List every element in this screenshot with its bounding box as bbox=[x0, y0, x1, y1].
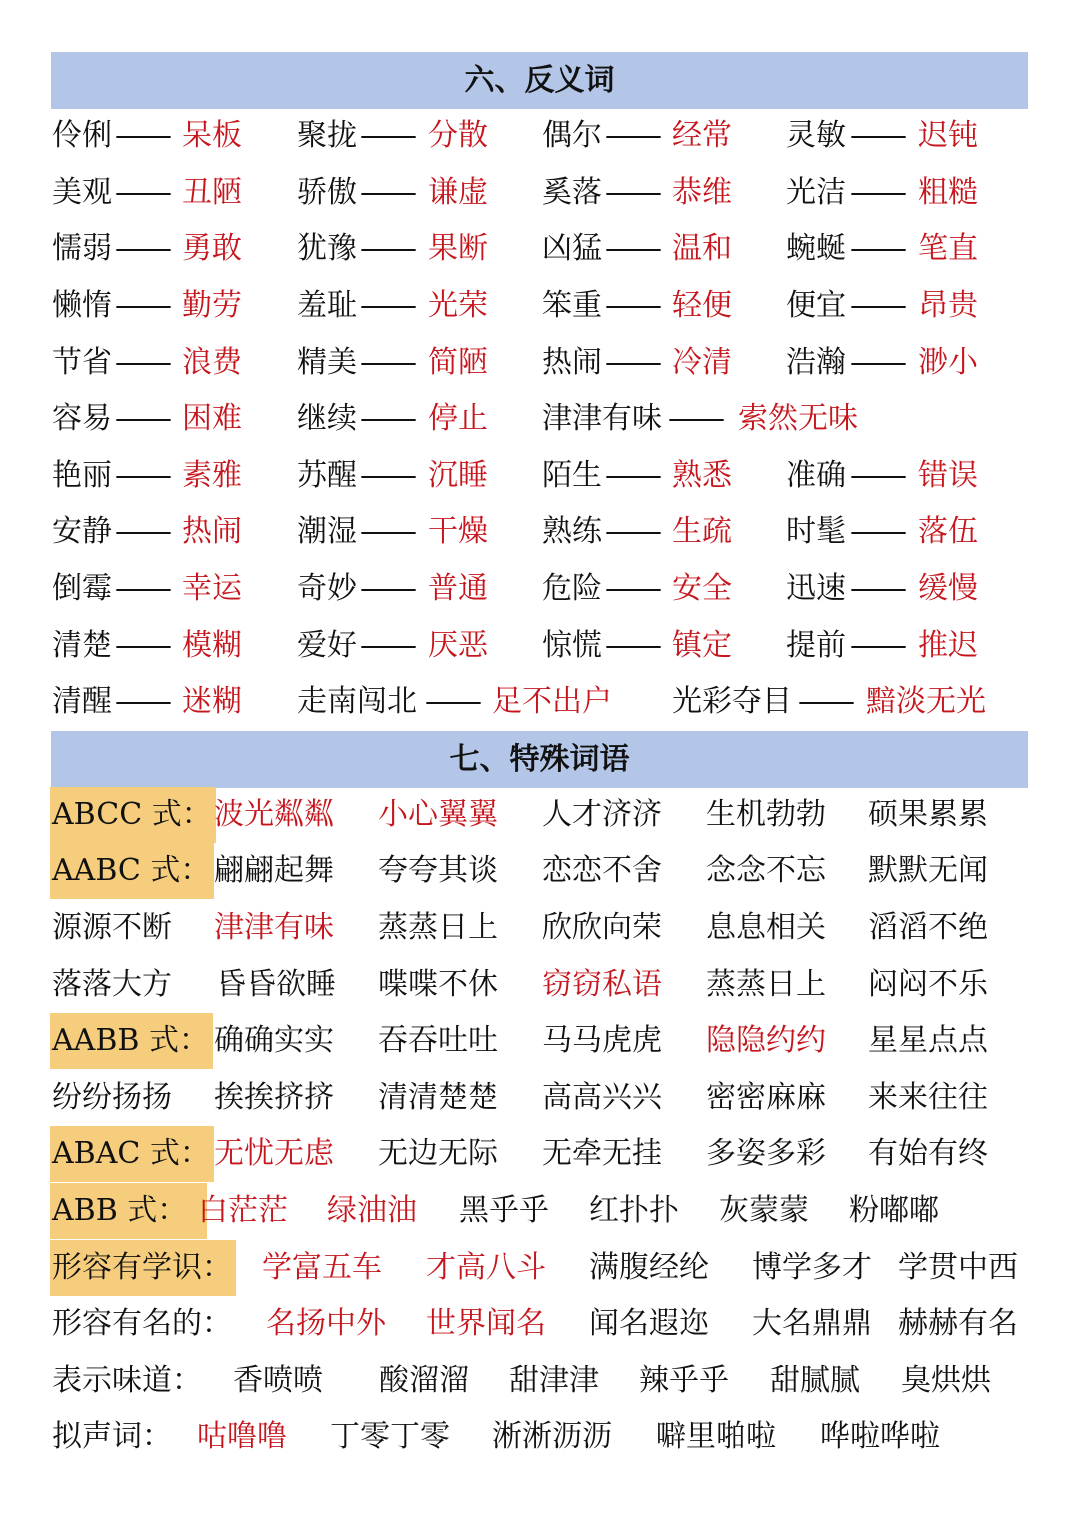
word: 辣乎乎 bbox=[639, 1363, 729, 1398]
dash: —— bbox=[360, 288, 414, 323]
antonym: 迟钝 bbox=[918, 118, 978, 153]
antonym: 足不出户 bbox=[492, 684, 612, 719]
pattern-label: ABCC 式： bbox=[50, 787, 216, 843]
word: 红扑扑 bbox=[589, 1193, 679, 1228]
antonym: 落伍 bbox=[918, 514, 978, 549]
antonym: 模糊 bbox=[182, 628, 242, 663]
dash: —— bbox=[360, 231, 414, 266]
special-row-taste bbox=[0, 1353, 1080, 1409]
dash: —— bbox=[115, 458, 169, 493]
pattern-label: 形容有学识： bbox=[50, 1240, 236, 1296]
word: 大名鼎鼎 bbox=[752, 1306, 872, 1341]
word: 黑乎乎 bbox=[459, 1193, 549, 1228]
antonym: 缓慢 bbox=[918, 571, 978, 606]
word: 容易 bbox=[52, 401, 112, 436]
antonym: 黯淡无光 bbox=[866, 684, 986, 719]
antonym: 幸运 bbox=[182, 571, 242, 606]
dash: —— bbox=[115, 514, 169, 549]
section-header-antonyms bbox=[51, 52, 1028, 109]
dash: —— bbox=[425, 684, 479, 719]
word: 潮湿 bbox=[297, 514, 357, 549]
word: 精美 bbox=[297, 345, 357, 380]
dash: —— bbox=[115, 628, 169, 663]
antonym: 错误 bbox=[918, 458, 978, 493]
special-row-famous bbox=[0, 1296, 1080, 1352]
word: 高高兴兴 bbox=[542, 1080, 662, 1115]
word: 源源不断 bbox=[52, 910, 172, 945]
dash: —— bbox=[115, 345, 169, 380]
special-row-abb bbox=[0, 1183, 1080, 1239]
word: 伶俐 bbox=[52, 118, 112, 153]
antonym: 分散 bbox=[428, 118, 488, 153]
word: 闻名遐迩 bbox=[589, 1306, 709, 1341]
special-row-aabb bbox=[0, 1013, 1080, 1069]
antonym-row bbox=[0, 504, 1080, 560]
word: 蒸蒸日上 bbox=[378, 910, 498, 945]
word: 夸夸其谈 bbox=[378, 853, 498, 888]
dash: —— bbox=[360, 628, 414, 663]
word: 笨重 bbox=[542, 288, 602, 323]
word: 才高八斗 bbox=[426, 1250, 546, 1285]
antonym: 呆板 bbox=[182, 118, 242, 153]
word: 无边无际 bbox=[378, 1136, 498, 1171]
word: 噼里啪啦 bbox=[656, 1419, 776, 1454]
word: 喋喋不休 bbox=[378, 967, 498, 1002]
antonym: 光荣 bbox=[428, 288, 488, 323]
antonym: 冷清 bbox=[672, 345, 732, 380]
word: 恋恋不舍 bbox=[542, 853, 662, 888]
dash: —— bbox=[850, 628, 904, 663]
section-header-special bbox=[51, 731, 1028, 788]
word: 灵敏 bbox=[786, 118, 846, 153]
antonym: 温和 bbox=[672, 231, 732, 266]
antonym: 丑陋 bbox=[182, 175, 242, 210]
word: 无牵无挂 bbox=[542, 1136, 662, 1171]
word: 热闹 bbox=[542, 345, 602, 380]
word: 懒惰 bbox=[52, 288, 112, 323]
antonym: 熟悉 bbox=[672, 458, 732, 493]
dash: —— bbox=[605, 514, 659, 549]
pattern-label: 拟声词： bbox=[52, 1419, 172, 1454]
antonym: 沉睡 bbox=[428, 458, 488, 493]
word: 世界闻名 bbox=[426, 1306, 546, 1341]
special-row bbox=[0, 957, 1080, 1013]
special-row-aabc bbox=[0, 843, 1080, 899]
dash: —— bbox=[115, 684, 169, 719]
dash: —— bbox=[850, 571, 904, 606]
dash: —— bbox=[115, 401, 169, 436]
word: 迅速 bbox=[786, 571, 846, 606]
word: 念念不忘 bbox=[706, 853, 826, 888]
dash: —— bbox=[115, 118, 169, 153]
antonym: 推迟 bbox=[918, 628, 978, 663]
word: 熟练 bbox=[542, 514, 602, 549]
special-row bbox=[0, 1070, 1080, 1126]
antonym-row bbox=[0, 391, 1080, 447]
word: 来来往往 bbox=[868, 1080, 988, 1115]
dash: —— bbox=[605, 571, 659, 606]
word: 绿油油 bbox=[327, 1193, 417, 1228]
word: 爱好 bbox=[297, 628, 357, 663]
antonym-row bbox=[0, 278, 1080, 334]
antonym-row bbox=[0, 108, 1080, 164]
word: 粉嘟嘟 bbox=[849, 1193, 939, 1228]
pattern-label: ABAC 式： bbox=[50, 1126, 214, 1182]
pattern-label: ABB 式： bbox=[50, 1183, 207, 1239]
antonym-row bbox=[0, 448, 1080, 504]
word: 骄傲 bbox=[297, 175, 357, 210]
dash: —— bbox=[115, 288, 169, 323]
word: 学贯中西 bbox=[898, 1250, 1018, 1285]
word: 有始有终 bbox=[868, 1136, 988, 1171]
pattern-label: 表示味道： bbox=[52, 1363, 202, 1398]
word: 甜津津 bbox=[509, 1363, 599, 1398]
dash: —— bbox=[668, 401, 722, 436]
word: 密密麻麻 bbox=[706, 1080, 826, 1115]
word: 隐隐约约 bbox=[706, 1023, 826, 1058]
antonym-row bbox=[0, 618, 1080, 674]
word: 节省 bbox=[52, 345, 112, 380]
word: 博学多才 bbox=[752, 1250, 872, 1285]
word: 艳丽 bbox=[52, 458, 112, 493]
word: 清楚 bbox=[52, 628, 112, 663]
antonym: 困难 bbox=[182, 401, 242, 436]
word: 津津有味 bbox=[214, 910, 334, 945]
word: 时髦 bbox=[786, 514, 846, 549]
dash: —— bbox=[360, 401, 414, 436]
section-title: 七、特殊词语 bbox=[449, 742, 630, 777]
dash: —— bbox=[850, 288, 904, 323]
word: 蜿蜒 bbox=[786, 231, 846, 266]
dash: —— bbox=[605, 118, 659, 153]
word: 淅淅沥沥 bbox=[492, 1419, 612, 1454]
dash: —— bbox=[798, 684, 852, 719]
antonym: 笔直 bbox=[918, 231, 978, 266]
antonym: 普通 bbox=[428, 571, 488, 606]
word: 懦弱 bbox=[52, 231, 112, 266]
dash: —— bbox=[850, 175, 904, 210]
word: 安静 bbox=[52, 514, 112, 549]
word: 落落大方 bbox=[52, 967, 172, 1002]
word: 光彩夺目 bbox=[672, 684, 792, 719]
dash: —— bbox=[605, 288, 659, 323]
dash: —— bbox=[850, 231, 904, 266]
pattern-label: AABC 式： bbox=[50, 843, 214, 899]
antonym: 干燥 bbox=[428, 514, 488, 549]
word: 生机勃勃 bbox=[706, 797, 826, 832]
antonym: 索然无味 bbox=[738, 401, 858, 436]
word: 羞耻 bbox=[297, 288, 357, 323]
word: 偶尔 bbox=[542, 118, 602, 153]
word: 继续 bbox=[297, 401, 357, 436]
dash: —— bbox=[850, 458, 904, 493]
antonym: 浪费 bbox=[182, 345, 242, 380]
word: 灰蒙蒙 bbox=[719, 1193, 809, 1228]
dash: —— bbox=[115, 571, 169, 606]
dash: —— bbox=[605, 231, 659, 266]
antonym: 果断 bbox=[428, 231, 488, 266]
dash: —— bbox=[115, 175, 169, 210]
word: 吞吞吐吐 bbox=[378, 1023, 498, 1058]
antonym: 素雅 bbox=[182, 458, 242, 493]
word: 光洁 bbox=[786, 175, 846, 210]
antonym: 安全 bbox=[672, 571, 732, 606]
word: 无忧无虑 bbox=[214, 1136, 334, 1171]
dash: —— bbox=[360, 458, 414, 493]
dash: —— bbox=[605, 628, 659, 663]
word: 星星点点 bbox=[868, 1023, 988, 1058]
special-row bbox=[0, 900, 1080, 956]
dash: —— bbox=[605, 175, 659, 210]
word: 清醒 bbox=[52, 684, 112, 719]
word: 准确 bbox=[786, 458, 846, 493]
word: 奚落 bbox=[542, 175, 602, 210]
antonym: 渺小 bbox=[918, 345, 978, 380]
word: 哗啦哗啦 bbox=[820, 1419, 940, 1454]
word: 津津有味 bbox=[542, 401, 662, 436]
antonym: 热闹 bbox=[182, 514, 242, 549]
antonym: 生疏 bbox=[672, 514, 732, 549]
pattern-label: AABB 式： bbox=[50, 1013, 213, 1069]
dash: —— bbox=[360, 118, 414, 153]
antonym: 昂贵 bbox=[918, 288, 978, 323]
word: 挨挨挤挤 bbox=[214, 1080, 334, 1115]
antonym: 勇敢 bbox=[182, 231, 242, 266]
word: 聚拢 bbox=[297, 118, 357, 153]
word: 小心翼翼 bbox=[378, 797, 498, 832]
antonym: 简陋 bbox=[428, 345, 488, 380]
word: 翩翩起舞 bbox=[214, 853, 334, 888]
word: 酸溜溜 bbox=[379, 1363, 469, 1398]
word: 甜腻腻 bbox=[770, 1363, 860, 1398]
section-title: 六、反义词 bbox=[464, 63, 615, 98]
word: 凶猛 bbox=[542, 231, 602, 266]
word: 波光粼粼 bbox=[214, 797, 334, 832]
word: 浩瀚 bbox=[786, 345, 846, 380]
word: 窃窃私语 bbox=[542, 967, 662, 1002]
antonym-row bbox=[0, 561, 1080, 617]
dash: —— bbox=[850, 514, 904, 549]
word: 美观 bbox=[52, 175, 112, 210]
special-row-learned bbox=[0, 1240, 1080, 1296]
dash: —— bbox=[850, 118, 904, 153]
special-row-abcc bbox=[0, 787, 1080, 843]
dash: —— bbox=[605, 345, 659, 380]
word: 默默无闻 bbox=[868, 853, 988, 888]
word: 提前 bbox=[786, 628, 846, 663]
word: 昏昏欲睡 bbox=[216, 967, 336, 1002]
word: 犹豫 bbox=[297, 231, 357, 266]
word: 倒霉 bbox=[52, 571, 112, 606]
word: 满腹经纶 bbox=[589, 1250, 709, 1285]
word: 学富五车 bbox=[262, 1250, 382, 1285]
antonym-row bbox=[0, 335, 1080, 391]
word: 滔滔不绝 bbox=[868, 910, 988, 945]
word: 闷闷不乐 bbox=[868, 967, 988, 1002]
antonym: 厌恶 bbox=[428, 628, 488, 663]
word: 纷纷扬扬 bbox=[52, 1080, 172, 1115]
word: 走南闯北 bbox=[297, 684, 417, 719]
antonym-row bbox=[0, 165, 1080, 221]
antonym: 谦虚 bbox=[428, 175, 488, 210]
word: 硕果累累 bbox=[868, 797, 988, 832]
word: 人才济济 bbox=[542, 797, 662, 832]
antonym: 恭维 bbox=[672, 175, 732, 210]
antonym-row bbox=[0, 221, 1080, 277]
word: 蒸蒸日上 bbox=[706, 967, 826, 1002]
antonym: 镇定 bbox=[672, 628, 732, 663]
word: 白茫茫 bbox=[198, 1193, 288, 1228]
word: 丁零丁零 bbox=[330, 1419, 450, 1454]
antonym: 勤劳 bbox=[182, 288, 242, 323]
dash: —— bbox=[360, 175, 414, 210]
word: 苏醒 bbox=[297, 458, 357, 493]
special-row-onomatopoeia bbox=[0, 1409, 1080, 1465]
antonym: 轻便 bbox=[672, 288, 732, 323]
word: 赫赫有名 bbox=[898, 1306, 1018, 1341]
word: 惊慌 bbox=[542, 628, 602, 663]
dash: —— bbox=[360, 514, 414, 549]
word: 便宜 bbox=[786, 288, 846, 323]
dash: —— bbox=[360, 345, 414, 380]
word: 确确实实 bbox=[214, 1023, 334, 1058]
word: 多姿多彩 bbox=[706, 1136, 826, 1171]
word: 咕噜噜 bbox=[197, 1419, 287, 1454]
word: 香喷喷 bbox=[233, 1363, 323, 1398]
antonym: 停止 bbox=[428, 401, 488, 436]
antonym-row bbox=[0, 674, 1080, 730]
word: 欣欣向荣 bbox=[542, 910, 662, 945]
pattern-label: 形容有名的： bbox=[52, 1306, 232, 1341]
antonym: 经常 bbox=[672, 118, 732, 153]
dash: —— bbox=[605, 458, 659, 493]
word: 奇妙 bbox=[297, 571, 357, 606]
word: 息息相关 bbox=[706, 910, 826, 945]
dash: —— bbox=[850, 345, 904, 380]
word: 马马虎虎 bbox=[542, 1023, 662, 1058]
dash: —— bbox=[360, 571, 414, 606]
antonym: 迷糊 bbox=[182, 684, 242, 719]
dash: —— bbox=[115, 231, 169, 266]
antonym: 粗糙 bbox=[918, 175, 978, 210]
word: 臭烘烘 bbox=[901, 1363, 991, 1398]
word: 清清楚楚 bbox=[378, 1080, 498, 1115]
word: 危险 bbox=[542, 571, 602, 606]
word: 名扬中外 bbox=[266, 1306, 386, 1341]
word: 陌生 bbox=[542, 458, 602, 493]
special-row-abac bbox=[0, 1126, 1080, 1182]
